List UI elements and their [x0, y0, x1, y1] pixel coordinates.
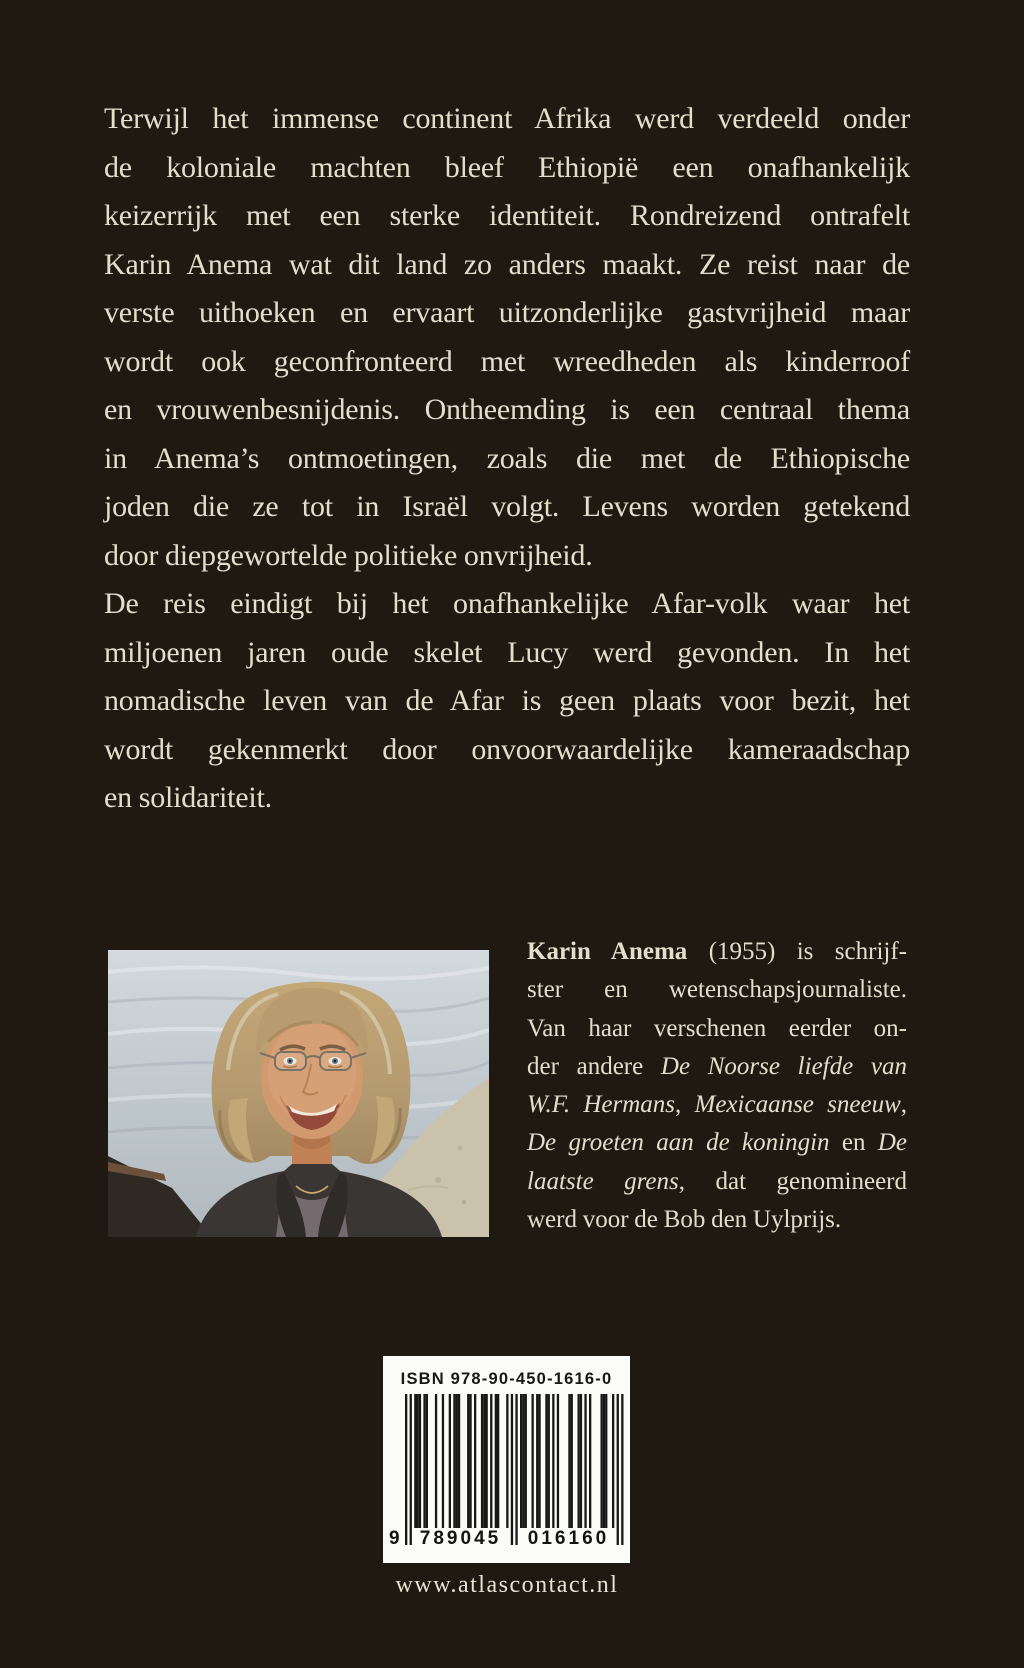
- author-photo-illustration: [108, 950, 489, 1237]
- bio-line: werd voor de Bob den Uylprijs.: [527, 1206, 842, 1234]
- blurb-line: joden die ze tot in Israël volgt. Levens worden getekend: [104, 490, 910, 523]
- book-title: De groeten aan de koningin: [527, 1129, 830, 1157]
- barcode-digits-group2: 016160: [527, 1528, 610, 1549]
- author-photo: [108, 950, 489, 1237]
- book-title: Mexicaanse sneeuw: [694, 1091, 901, 1119]
- blurb-line: wordt ook geconfronteerd met wreedheden als kinderroof: [104, 344, 910, 378]
- blurb-text: [104, 95, 910, 823]
- bio-line: der andere De Noorse liefde van: [527, 1052, 907, 1080]
- blurb-line: De reis eindigt bij het onafhankelijke Afar-volk waar het: [104, 587, 910, 620]
- barcode-bars: [405, 1394, 624, 1545]
- book-title: De Noorse liefde van: [660, 1052, 907, 1080]
- bio-line: Van haar verschenen eerder on-: [527, 1014, 907, 1042]
- blurb-line: en solidariteit.: [104, 781, 272, 814]
- author-bio: [527, 933, 907, 1239]
- book-title: W.F. Hermans: [527, 1091, 675, 1119]
- bio-line: W.F. Hermans, Mexicaanse sneeuw,: [527, 1091, 908, 1119]
- blurb-line: in Anema’s ontmoetingen, zoals die met de Ethiopische: [104, 441, 910, 475]
- barcode-digit-left: 9: [389, 1528, 400, 1549]
- bio-line: De groeten aan de koningin en De: [527, 1129, 907, 1157]
- barcode-digits-group1: 789045: [419, 1528, 502, 1549]
- bio-line: laatste grens, dat genomineerd: [527, 1167, 907, 1195]
- blurb-line: verste uithoeken en ervaart uitzonderlijke gastvrijheid maar: [104, 296, 910, 329]
- blurb-line: keizerrijk met een sterke identiteit. Rondreizend ontrafelt: [104, 199, 910, 232]
- book-title: laatste grens: [527, 1167, 679, 1195]
- blurb-line: de koloniale machten bleef Ethiopië een onafhankelijk: [104, 150, 910, 184]
- blurb-line: Terwijl het immense continent Afrika werd verdeeld onder: [104, 102, 910, 135]
- blurb-line: wordt gekenmerkt door onvoorwaardelijke kameraadschap: [104, 732, 910, 766]
- blurb-line: door diepgewortelde politieke onvrijheid.: [104, 538, 593, 572]
- blurb-line: Karin Anema wat dit land zo anders maakt. Ze reist naar de: [104, 247, 910, 281]
- blurb-line: miljoenen jaren oude skelet Lucy werd gevonden. In het: [104, 635, 910, 669]
- website-url: www.atlascontact.nl: [395, 1572, 619, 1598]
- bio-line: Karin Anema (1955) is schrijf-: [527, 938, 907, 965]
- barcode-digits: [383, 1528, 630, 1552]
- blurb-line: en vrouwenbesnijdenis. Ontheemding is een centraal thema: [104, 393, 910, 426]
- blurb-line: nomadische leven van de Afar is geen plaats voor bezit, het: [104, 684, 910, 717]
- bio-line: ster en wetenschapsjournaliste.: [527, 976, 907, 1004]
- author-name: Karin Anema: [527, 938, 688, 965]
- book-title: De: [877, 1129, 907, 1157]
- isbn-label: ISBN 978-90-450-1616-0: [400, 1370, 613, 1388]
- barcode-box: [383, 1356, 630, 1563]
